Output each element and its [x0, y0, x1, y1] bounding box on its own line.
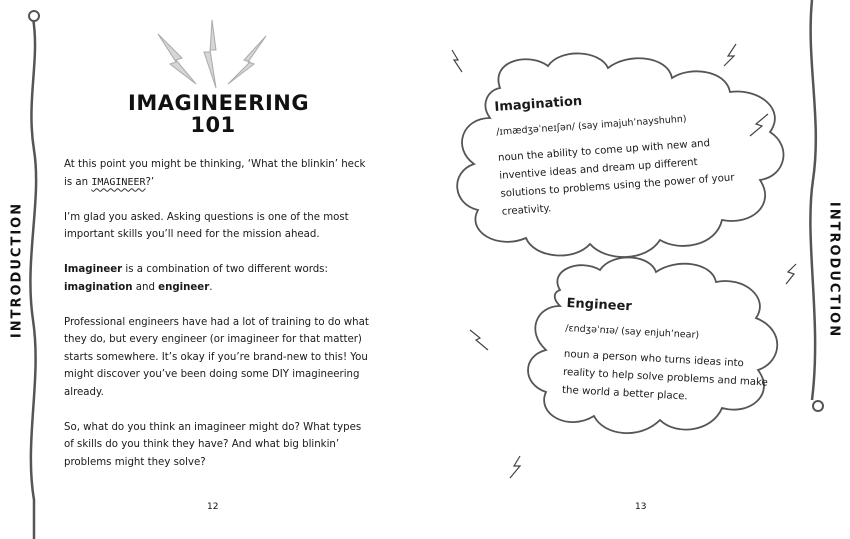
paragraph-5: So, what do you think an imagineer might do? What types of skills do you think they have? And what big blinkin’ problems might they solve? [64, 421, 362, 468]
paragraph-3 [64, 261, 369, 296]
term-imagination: imagination [64, 281, 133, 293]
definition-pronunciation: /ɪmædʒəˈneɪʃən/ (say imajuh’nayshuhn) [495, 113, 687, 138]
definition-meaning: noun a person who turns ideas into reality to help solve problems and make the world a better place. [561, 348, 769, 403]
paragraph-3-and: and [132, 281, 159, 293]
imagineer-handwritten-word: IMAGINEER [91, 176, 146, 188]
paragraph-4: Professional engineers have had a lot of training to do what they do, but every engineer (or imagineer for that matter) starts somewhere. It’s okay if you’re brand-new to this! You might discover you’ve been doing some DIY imagineering already. [64, 316, 369, 398]
definition-meaning: noun the ability to come up with new and inventive ideas and dream up different solutions to problems using the power of your creativity. [497, 138, 735, 218]
definition-pronunciation: /ɛndʒəˈnɪə/ (say enjuh’near) [565, 322, 700, 341]
definition-word: Imagination [494, 93, 583, 115]
paragraph-1 [64, 156, 369, 191]
paragraph-1-text: At this point you might be thinking, ‘What the blinkin’ heck is an [64, 159, 366, 188]
paragraph-1-end: ?’ [145, 176, 155, 188]
paragraph-3-text: is a combination of two different words: [122, 264, 328, 275]
term-imagineer: Imagineer [64, 264, 123, 275]
term-engineer: engineer [158, 281, 210, 293]
page-number-left: 12 [207, 502, 219, 512]
body-text [64, 156, 369, 489]
definition-imagination [494, 83, 742, 221]
paragraph-2: I’m glad you asked. Asking questions is one of the most important skills you’ll need for the mission ahead. [64, 211, 349, 240]
page-number-right: 13 [635, 502, 647, 512]
side-tab-introduction-right: INTRODUCTION [826, 201, 842, 339]
title-line-1: IMAGINEERING [128, 91, 310, 115]
right-page [425, 0, 850, 539]
side-tab-introduction: INTRODUCTION [9, 201, 25, 339]
definition-word: Engineer [566, 296, 633, 315]
title-line-2: 101 [190, 113, 236, 137]
page-title [128, 91, 310, 137]
paragraph-3-end: . [209, 281, 213, 293]
definition-engineer [562, 296, 777, 411]
